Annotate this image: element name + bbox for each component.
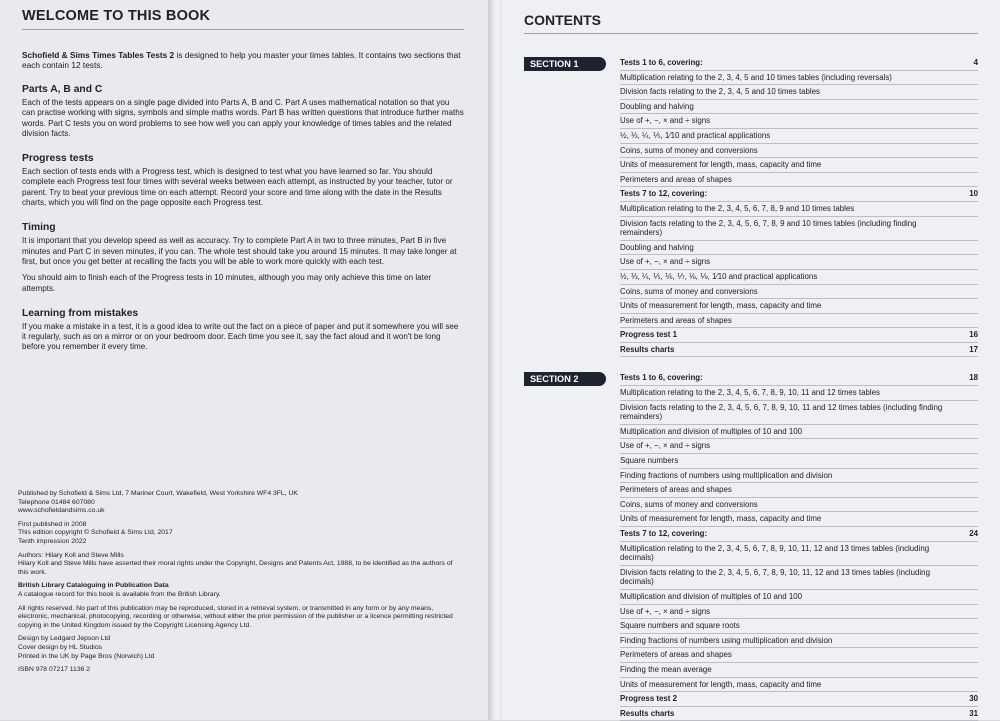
contents-page-number: [968, 544, 978, 563]
contents-page-number: [968, 87, 978, 97]
contents-page-number: [968, 301, 978, 311]
contents-row: [620, 512, 978, 527]
section-progress-tests: [22, 153, 464, 208]
contents-page-number: [968, 116, 978, 126]
contents-row-text: Division facts relating to the 2, 3, 4, 5 and 10 times tables: [620, 87, 821, 97]
heading-divider: [524, 33, 978, 34]
contents-page-number: 31: [969, 708, 978, 718]
contents-row: [620, 100, 978, 115]
contents-row: [620, 634, 978, 649]
contents-page-number: [968, 665, 978, 675]
contents-row-text: Tests 7 to 12, covering:: [620, 189, 708, 199]
rights: All rights reserved. No part of this publication may be reproduced, stored in a retrieval system, or transmitted in any form or by any means, electronic, mechanical, photocopying, recording or otherwise, without either the prior permission of the publisher or a licence permitting restricted copying in the United Kingdom issued by the Copyright Licensing Agency Ltd.: [18, 604, 453, 629]
contents-page-number: [968, 146, 978, 156]
contents-row: [620, 144, 978, 159]
contents-row-text: Coins, sums of money and conversions: [620, 499, 758, 509]
section-paragraph: It is important that you develop speed as well as accuracy. Try to complete Part A in two to three minutes, Part B in five minutes and Part C in seven minutes, if you can. The whole test should take you around 15 minutes. It may take longer at first, but once you get better at recalling the facts you will be able to work more quickly with each test.: [22, 236, 457, 266]
contents-page-number: [968, 485, 978, 495]
contents-row-text: Tests 1 to 6, covering:: [620, 58, 703, 67]
copyright: This edition copyright © Schofield & Sims Ltd, 2017: [18, 529, 173, 537]
contents-row: [620, 663, 978, 678]
contents-row: [620, 343, 978, 358]
section-heading: Timing: [22, 222, 56, 234]
contents-row-text: Use of +, −, × and ÷ signs: [620, 257, 711, 267]
section-paragraph: You should aim to finish each of the Progress tests in 10 minutes, although you may only achieve this time on later attempts.: [22, 273, 432, 293]
contents-row-text: Square numbers: [620, 456, 679, 466]
contents-page-number: [968, 204, 978, 214]
contents-section-2: [524, 371, 978, 721]
contents-page-number: [968, 592, 978, 602]
contents-page-number: 10: [969, 189, 978, 199]
section-timing: [22, 222, 464, 293]
contents-row-text: Results charts: [620, 708, 675, 718]
contents-page-number: [968, 219, 978, 238]
contents-row-text: Units of measurement for length, mass, capacity and time: [620, 301, 822, 311]
contents-page-number: [968, 243, 978, 253]
contents-page-number: [968, 388, 978, 398]
contents-row: [620, 648, 978, 663]
contents-page-number: [968, 403, 978, 422]
contents-row: [620, 285, 978, 300]
cip-text: A catalogue record for this book is available from the British Library.: [18, 590, 221, 598]
contents-row: [620, 270, 978, 285]
contents-row-text: Use of +, −, × and ÷ signs: [620, 606, 711, 616]
contents-row: [620, 217, 978, 241]
contents-row-text: Multiplication and division of multiples of 10 and 100: [620, 426, 803, 436]
contents-row-text: Units of measurement for length, mass, capacity and time: [620, 514, 822, 524]
contents-page-number: [968, 471, 978, 481]
section-heading: Parts A, B and C: [22, 84, 103, 95]
intro-paragraph: [22, 50, 464, 70]
contents-page-number: [968, 175, 978, 185]
website: www.schofieldandsims.co.uk: [18, 507, 105, 515]
contents-row-text: Doubling and halving: [620, 101, 694, 111]
contents-row: [620, 692, 978, 707]
isbn: ISBN 978 07217 1136 2: [18, 666, 91, 674]
contents-page-number: [968, 514, 978, 524]
contents-page-number: 18: [969, 373, 978, 383]
contents-row-text: Multiplication relating to the 2, 3, 4, 5 and 10 times tables (including reversals): [620, 72, 892, 82]
contents-row-text: ½, ⅓, ¼, ⅕, ⅙, ⅐, ⅛, ⅑, 1⁄10 and practical applications: [620, 271, 818, 281]
contents-page-number: 16: [969, 330, 978, 340]
welcome-heading: WELCOME TO THIS BOOK: [22, 8, 211, 24]
contents-row: [620, 590, 978, 605]
contents-row: [620, 678, 978, 693]
contents-row-text: Progress test 2: [620, 694, 678, 704]
contents-row: [620, 454, 978, 469]
contents-row: [620, 255, 978, 270]
contents-row-text: Tests 7 to 12, covering:: [620, 529, 708, 538]
contents-row: [620, 129, 978, 144]
contents-row-text: Multiplication relating to the 2, 3, 4, 5, 6, 7, 8, 9, 10, 11, 12 and 13 times tables (including decimals): [620, 543, 930, 563]
contents-row-text: Division facts relating to the 2, 3, 4, 5, 6, 7, 8, 9, 10, 11 and 12 times tables (including finding remainders): [620, 402, 943, 422]
contents-page-number: 4: [973, 58, 978, 67]
contents-row: [620, 56, 978, 71]
contents-row: [620, 619, 978, 634]
cip-heading: British Library Cataloguing in Publication Data: [18, 582, 169, 590]
contents-page-number: [968, 500, 978, 510]
contents-row: [620, 241, 978, 256]
contents-row: [620, 483, 978, 498]
contents-row: [620, 425, 978, 440]
intro-text: is designed to help you master your times tables. It contains two sections that each contain 12 tests.: [22, 50, 461, 70]
contents-page-number: [968, 456, 978, 466]
contents-row: [620, 527, 978, 542]
contents-row: [620, 542, 978, 566]
contents-page-number: [968, 316, 978, 326]
contents-row: [620, 566, 978, 590]
contents-row-text: Division facts relating to the 2, 3, 4, 5, 6, 7, 8, 9 and 10 times tables (including finding remainders): [620, 218, 917, 238]
contents-list: [620, 371, 978, 721]
contents-row-text: Perimeters of areas and shapes: [620, 485, 732, 495]
contents-page-number: [968, 680, 978, 690]
section-paragraph: If you make a mistake in a test, it is a good idea to write out the fact on a piece of paper and put it somewhere you will see it regularly, such as on a mirror or on your bedroom door. Each time you see it, say the fact aloud and it won't be long before you remember it every time.: [22, 321, 459, 352]
contents-row-text: Finding fractions of numbers using multiplication and division: [620, 635, 833, 645]
contents-row-text: Doubling and halving: [620, 242, 694, 252]
contents-heading: CONTENTS: [524, 12, 601, 28]
contents-page-number: [968, 427, 978, 437]
section-heading: Learning from mistakes: [22, 307, 139, 319]
book-title: Schofield & Sims Times Tables Tests 2: [22, 50, 175, 60]
contents-row: [620, 114, 978, 129]
contents-row-text: Use of +, −, × and ÷ signs: [620, 441, 711, 451]
contents-row-text: Division facts relating to the 2, 3, 4, 5, 6, 7, 8, 9, 10, 11, 12 and 13 times tables (including decimals): [620, 567, 930, 587]
contents-row-text: Multiplication relating to the 2, 3, 4, 5, 6, 7, 8, 9, 10, 11 and 12 times tables: [620, 388, 880, 398]
contents-row-text: Progress test 1: [620, 330, 678, 340]
contents-row-text: Multiplication and division of multiples of 10 and 100: [620, 591, 803, 601]
contents-page-number: [968, 607, 978, 617]
section-learning: [22, 308, 464, 353]
contents-row-text: Use of +, −, × and ÷ signs: [620, 116, 711, 126]
contents-row: [620, 707, 978, 721]
contents-row: [620, 85, 978, 100]
contents-row: [620, 71, 978, 86]
contents-row: [620, 371, 978, 386]
contents-row-text: Coins, sums of money and conversions: [620, 145, 758, 155]
contents-page-number: [968, 441, 978, 451]
contents-row: [620, 439, 978, 454]
cover-credit: Cover design by HL Studios: [18, 643, 102, 651]
contents-row: [620, 386, 978, 401]
contents-page-number: [968, 102, 978, 112]
contents-row: [620, 469, 978, 484]
contents-page-number: [968, 160, 978, 170]
contents-row: [620, 401, 978, 425]
contents-row-text: Coins, sums of money and conversions: [620, 286, 758, 296]
moral-rights: Hilary Koll and Steve Mills have asserted their moral rights under the Copyright, Designs and Patents Act, 1988, to be identified as the authors of this work.: [18, 560, 453, 576]
contents-list: [620, 56, 978, 357]
contents-row: [620, 299, 978, 314]
contents-page-number: [968, 257, 978, 267]
contents-page-number: 17: [969, 344, 978, 354]
contents-row-text: Finding fractions of numbers using multiplication and division: [620, 470, 833, 480]
contents-row-text: Perimeters and areas of shapes: [620, 315, 732, 325]
section-badge: SECTION 2: [524, 372, 606, 386]
contents-row: [620, 328, 978, 343]
impression: Tenth impression 2022: [18, 537, 87, 545]
section-paragraph: Each of the tests appears on a single page divided into Parts A, B and C. Part A uses mathematical notation so that you can practise working with signs, symbols and simple maths words. Part B has written questions that introduce further maths words. Part C tests you on word problems to see how well you can apply your knowledge of times tables and the related division facts.: [22, 98, 464, 138]
book-spine: [488, 0, 502, 720]
right-page: [502, 0, 1000, 720]
contents-section-1: [524, 56, 978, 357]
publisher-info: [18, 490, 458, 675]
contents-page-number: [968, 287, 978, 297]
left-page: [0, 0, 488, 720]
section-paragraph: Each section of tests ends with a Progress test, which is designed to test what you have learned so far. You should complete each Progress test four times with several weeks between each attempt, as instructed by your teacher, tutor or parent. Try to beat your previous time on each attempt. Record your score and time along with the date in the Results charts, which you will find on the page opposite each Progress test.: [22, 167, 453, 208]
contents-row: [620, 173, 978, 188]
contents-row-text: Results charts: [620, 344, 675, 354]
contents-row-text: Square numbers and square roots: [620, 621, 740, 631]
contents-row: [620, 187, 978, 202]
contents-row-text: ½, ⅓, ¼, ⅕, 1⁄10 and practical applications: [620, 130, 771, 140]
contents-row-text: Multiplication relating to the 2, 3, 4, 5, 6, 7, 8, 9 and 10 times tables: [620, 203, 855, 213]
contents-row: [620, 314, 978, 329]
section-heading: Progress tests: [22, 153, 94, 165]
section-badge: SECTION 1: [524, 57, 606, 71]
contents-page-number: 24: [969, 529, 978, 538]
contents-row-text: Tests 1 to 6, covering:: [620, 373, 703, 383]
contents-page-number: [968, 272, 978, 282]
section-parts: [22, 84, 464, 139]
contents-row-text: Units of measurement for length, mass, capacity and time: [620, 160, 822, 170]
contents-row: [620, 202, 978, 217]
contents-row-text: Perimeters and areas of shapes: [620, 174, 732, 184]
printer-credit: Printed in the UK by Page Bros (Norwich) Ltd: [18, 652, 155, 660]
heading-divider: [22, 29, 464, 30]
contents-page-number: [968, 568, 978, 587]
published-by: Published by Schofield & Sims Ltd, 7 Mariner Court, Wakefield, West Yorkshire WF4 3FL, UK: [18, 490, 298, 497]
contents-page-number: [968, 636, 978, 646]
contents-row-text: Finding the mean average: [620, 664, 712, 674]
contents-page-number: 30: [969, 694, 978, 704]
contents-page-number: [968, 621, 978, 631]
contents-row-text: Perimeters of areas and shapes: [620, 650, 732, 660]
contents-page-number: [968, 650, 978, 660]
telephone: Telephone 01484 607080: [18, 498, 95, 506]
contents-row: [620, 498, 978, 513]
authors: Authors: Hilary Koll and Steve Mills: [18, 551, 124, 559]
contents-row-text: Units of measurement for length, mass, capacity and time: [620, 679, 822, 689]
contents-page-number: [968, 73, 978, 83]
contents-row: [620, 605, 978, 620]
contents-page-number: [968, 131, 978, 141]
contents-row: [620, 158, 978, 173]
design-credit: Design by Ledgard Jepson Ltd: [18, 635, 111, 643]
first-published: First published in 2008: [18, 520, 87, 528]
